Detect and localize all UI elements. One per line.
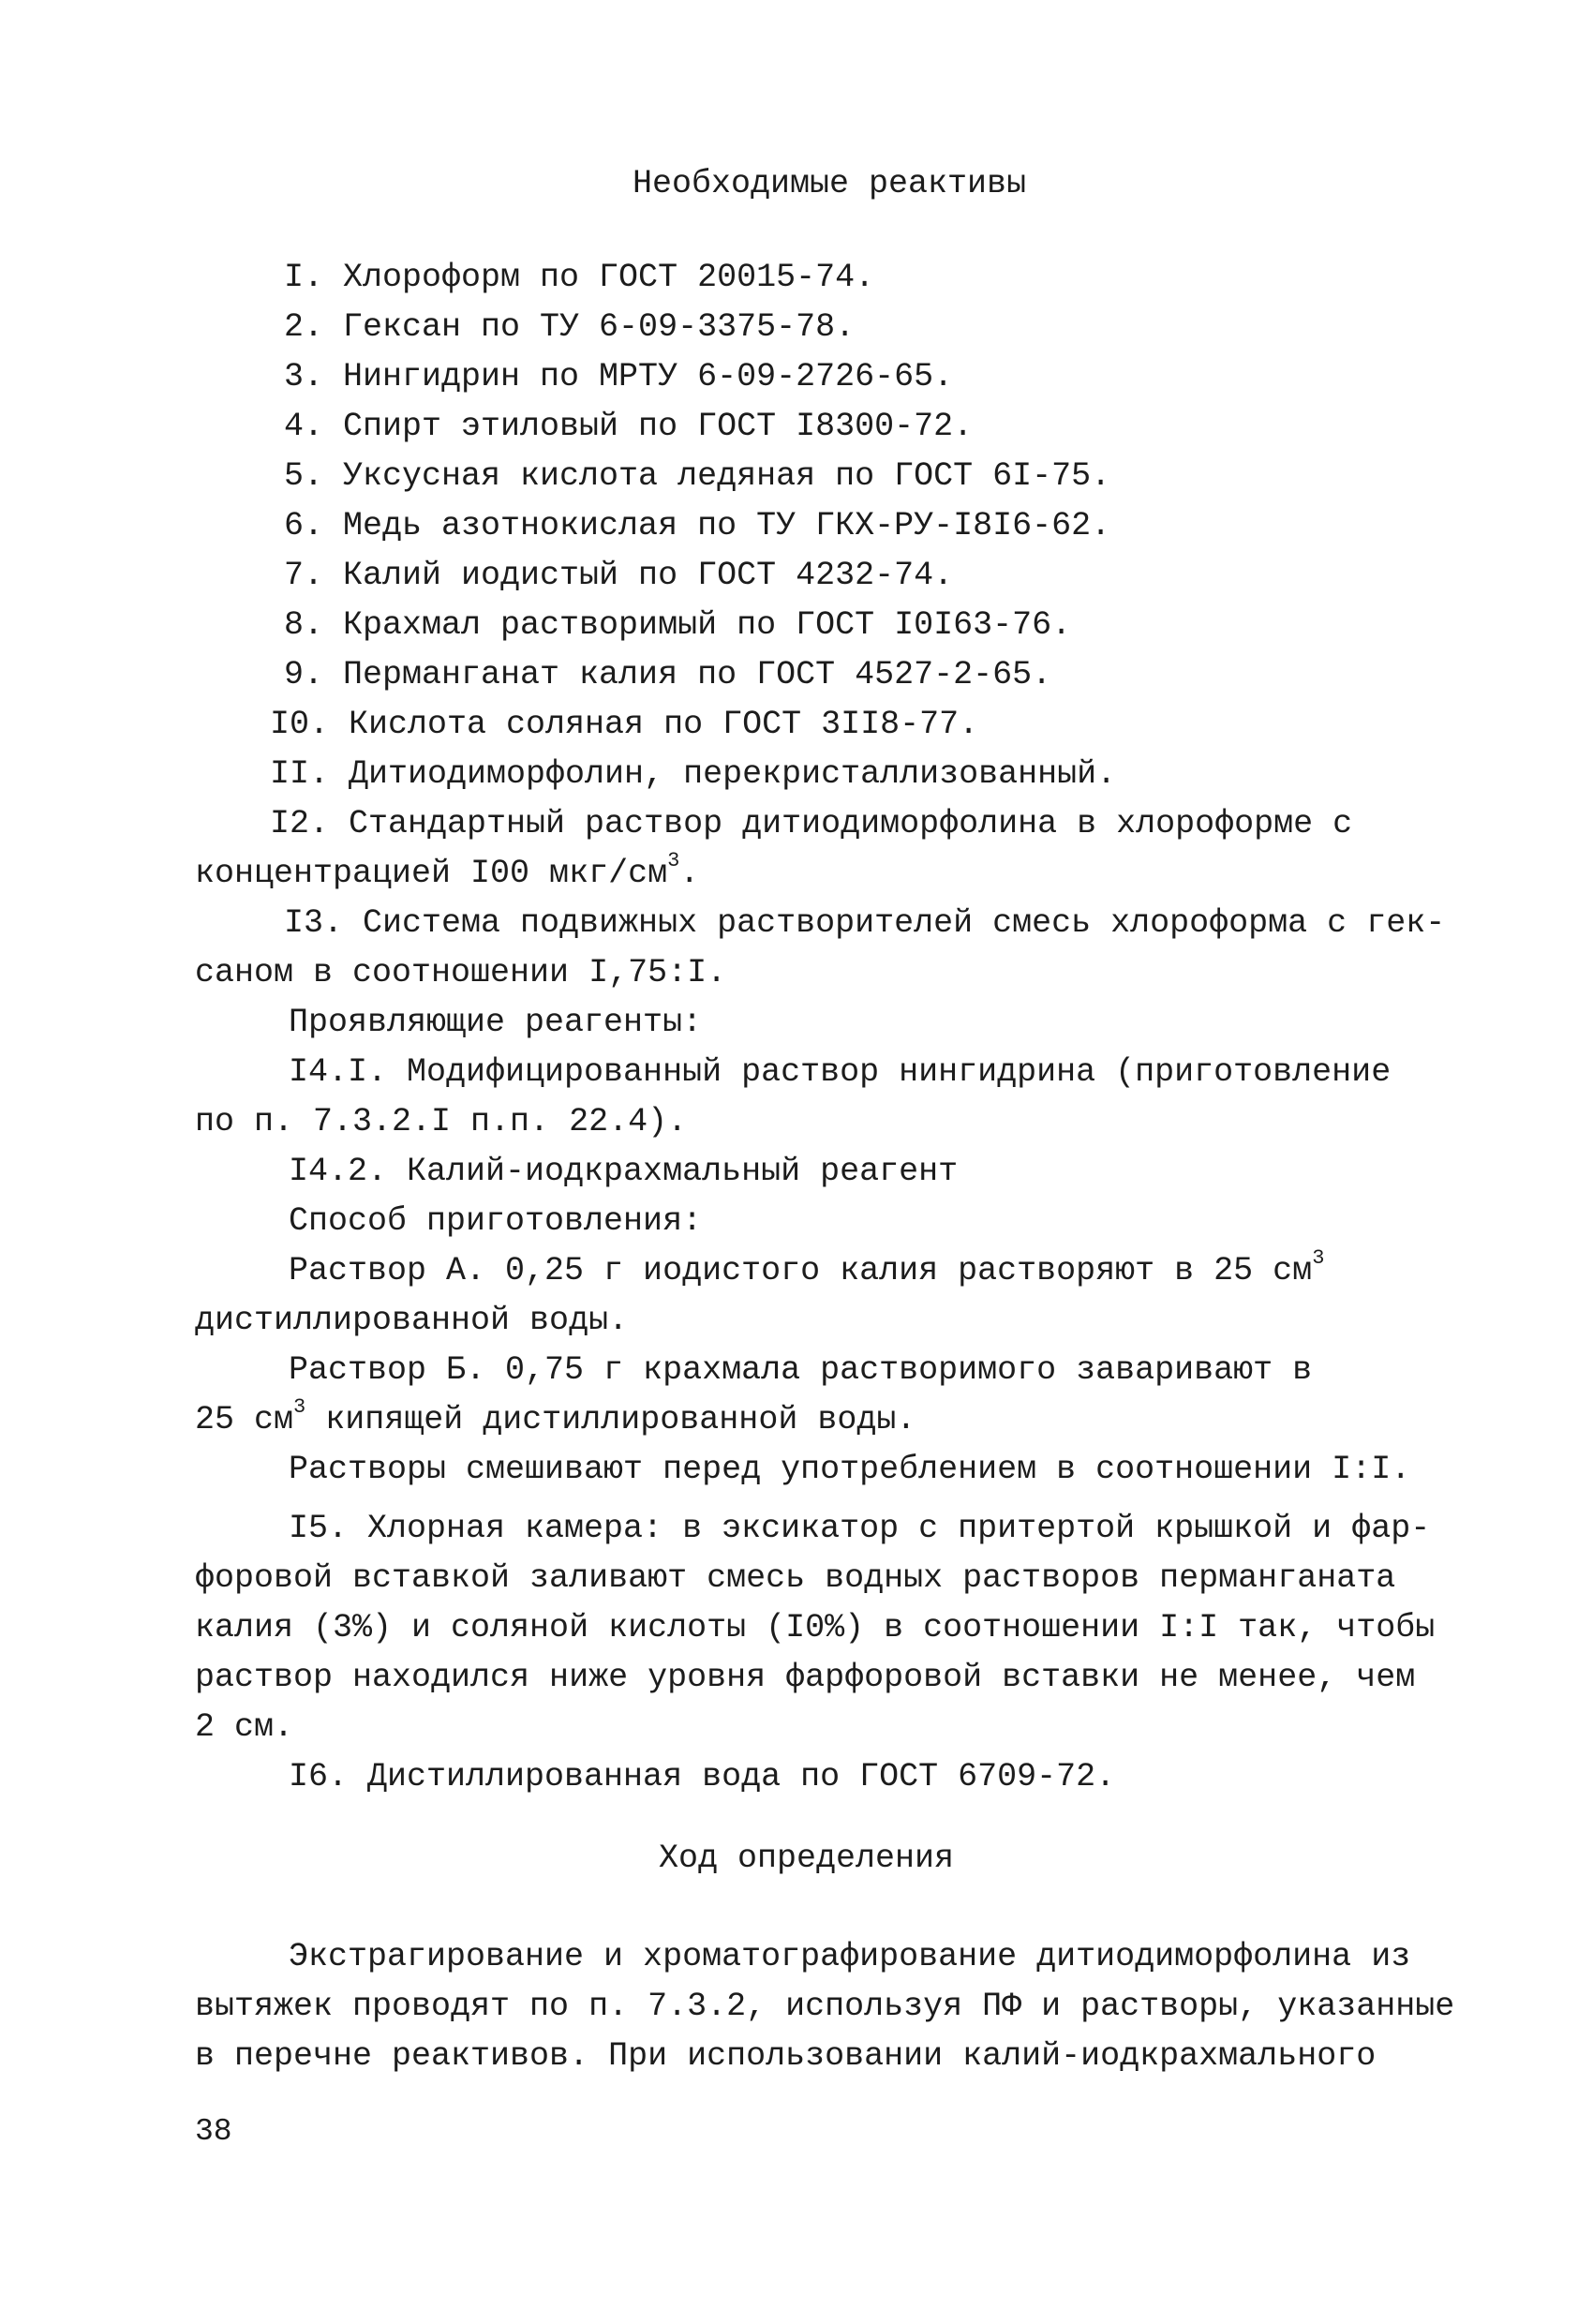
solution-b-line1: Раствор Б. 0,75 г крахмала растворимого заваривают в <box>289 1351 1313 1389</box>
reagent-item: 2. Гексан по ТУ 6-09-3375-78. <box>284 308 856 346</box>
preparation-label: Способ приготовления: <box>289 1202 703 1240</box>
solution-a-line1 <box>289 1246 1325 1289</box>
reagent-item-15-line: калия (3%) и соляной кислоты (I0%) в соотношении I:I так, чтобы <box>195 1609 1436 1646</box>
reagent-item-13-line2: саном в соотношении I,75:I. <box>195 954 727 991</box>
reagent-item: 8. Крахмал растворимый по ГОСТ I0I63-76. <box>284 606 1072 644</box>
reagent-item: 9. Перманганат калия по ГОСТ 4527-2-65. <box>284 656 1052 693</box>
section-heading-procedure: Ход определения <box>659 1840 955 1877</box>
procedure-line: в перечне реактивов. При использовании калий-иодкрахмального <box>195 2037 1377 2075</box>
reagent-item: I0. Кислота соляная по ГОСТ 3II8-77. <box>270 706 979 743</box>
reagent-item-15-line: форовой вставкой заливают смесь водных растворов перманганата <box>195 1559 1396 1597</box>
reagent-item: 7. Калий иодистый по ГОСТ 4232-74. <box>284 557 954 594</box>
reagent-item-15-line: раствор находился ниже уровня фарфоровой вставки не менее, чем <box>195 1659 1416 1696</box>
text-span: Раствор А. 0,25 г иодистого калия растворяют в 25 см <box>289 1252 1313 1289</box>
reagent-item: 3. Нингидрин по МРТУ 6-09-2726-65. <box>284 358 954 395</box>
text-span: концентрацией I00 мкг/см <box>195 855 668 892</box>
reagent-item-14-2: I4.2. Калий-иодкрахмальный реагент <box>289 1153 959 1190</box>
reagent-item-15-line: I5. Хлорная камера: в эксикатор с притертой крышкой и фар- <box>289 1510 1431 1547</box>
reagent-item-15-line: 2 см. <box>195 1708 294 1746</box>
reagent-item: II. Дитиодиморфолин, перекристаллизованный. <box>270 755 1117 793</box>
reagent-item: 4. Спирт этиловый по ГОСТ I8300-72. <box>284 408 974 445</box>
reagent-item-14-1-line2: по п. 7.3.2.I п.п. 22.4). <box>195 1103 688 1140</box>
solution-a-line2: дистиллированной воды. <box>195 1302 629 1339</box>
mix-instruction: Растворы смешивают перед употреблением в соотношении I:I. <box>289 1451 1411 1488</box>
section-heading-reagents: Необходимые реактивы <box>633 165 1027 202</box>
text-span: . <box>679 855 700 892</box>
procedure-line: вытяжек проводят по п. 7.3.2, используя ПФ и растворы, указанные <box>195 1988 1455 2025</box>
reagent-item-14-1-line1: I4.I. Модифицированный раствор нингидрина (приготовление <box>289 1053 1392 1091</box>
text-span: кипящей дистиллированной воды. <box>305 1401 916 1438</box>
reagent-item: 5. Уксусная кислота ледяная по ГОСТ 6I-75. <box>284 457 1111 495</box>
reagent-item: 6. Медь азотнокислая по ТУ ГКХ-РУ-I8I6-62. <box>284 507 1111 544</box>
superscript: 3 <box>293 1395 306 1420</box>
reagent-item-13-line1: I3. Система подвижных растворителей смесь хлороформа с гек- <box>284 904 1446 942</box>
reagent-item-16: I6. Дистиллированная вода по ГОСТ 6709-72. <box>289 1758 1116 1795</box>
procedure-line: Экстрагирование и хроматографирование дитиодиморфолина из <box>289 1938 1411 1975</box>
reagent-item-12-line2 <box>195 849 700 892</box>
page-number: 38 <box>195 2114 232 2149</box>
superscript: 3 <box>667 849 680 873</box>
text-span: 25 см <box>195 1401 294 1438</box>
developers-label: Проявляющие реагенты: <box>289 1004 703 1041</box>
reagent-item: I. Хлороформ по ГОСТ 20015-74. <box>284 259 875 296</box>
superscript: 3 <box>1312 1246 1325 1271</box>
reagent-item-12-line1: I2. Стандартный раствор дитиодиморфолина в хлороформе с <box>270 805 1353 842</box>
solution-b-line2 <box>195 1395 916 1438</box>
